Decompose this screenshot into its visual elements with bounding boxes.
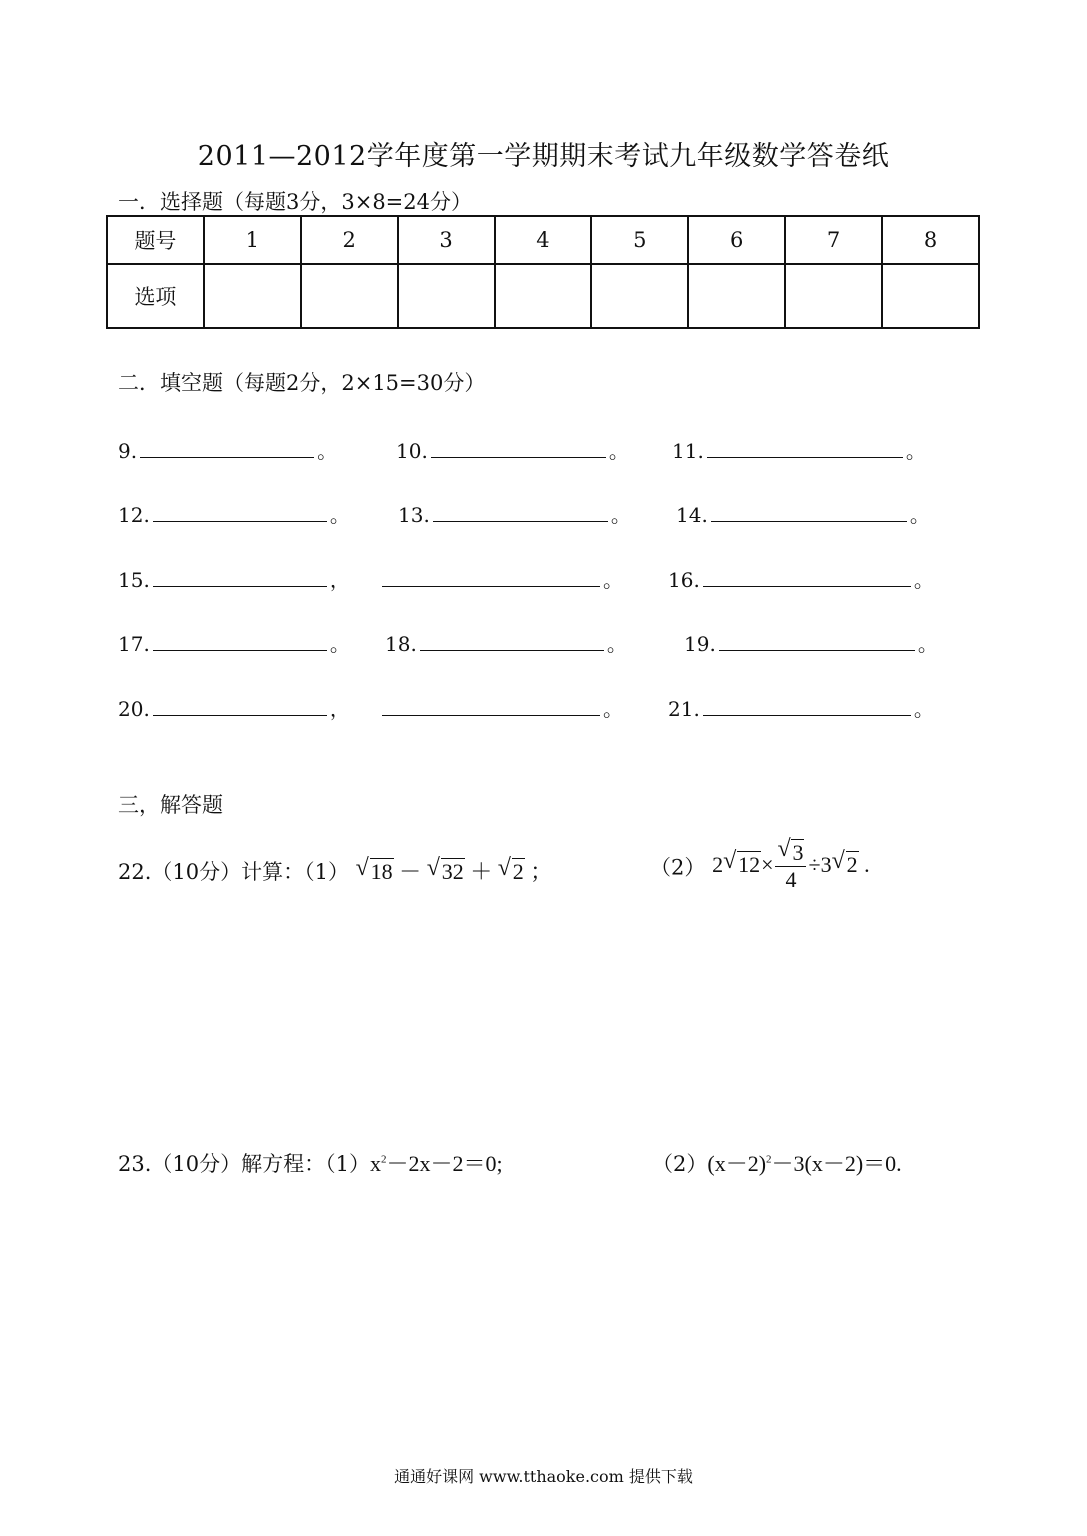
answer-line[interactable]	[153, 501, 327, 522]
blank-number: 16.	[668, 568, 700, 592]
answer-cell[interactable]	[398, 264, 495, 328]
blank-end-mark: 。	[603, 568, 623, 592]
blank-11	[672, 435, 926, 464]
choice-number-row	[107, 216, 979, 264]
sqrt-term: √ 2	[497, 855, 524, 884]
section3-heading: 三，解答题	[118, 793, 223, 817]
answer-line[interactable]	[703, 566, 911, 587]
answer-line[interactable]	[382, 695, 600, 716]
question-number-cell: 8	[882, 216, 979, 264]
answer-line[interactable]	[719, 630, 915, 651]
sqrt-term: √ 12	[723, 847, 761, 877]
answer-cell[interactable]	[688, 264, 785, 328]
answer-line[interactable]	[707, 437, 903, 458]
section2-heading: 二．填空题（每题2分，2×15=30分）	[118, 371, 486, 395]
blank-end-mark: 。	[329, 503, 350, 527]
question-number-cell: 6	[688, 216, 785, 264]
row-label-option: 选项	[107, 264, 204, 328]
blank-12	[118, 499, 350, 528]
blank-17	[118, 628, 350, 657]
blank-21	[668, 693, 934, 722]
answer-line[interactable]	[703, 695, 911, 716]
blank-20-first	[118, 693, 350, 722]
part-label: （2）	[652, 1152, 708, 1176]
blank-10	[396, 435, 629, 464]
answer-line[interactable]	[153, 695, 327, 716]
answer-cell[interactable]	[591, 264, 688, 328]
terminator: .	[864, 851, 870, 877]
answer-line[interactable]	[153, 630, 327, 651]
question-number-cell: 2	[301, 216, 398, 264]
blank-end-mark: 。	[317, 439, 338, 463]
denominator: 4	[785, 867, 797, 892]
answer-line[interactable]	[420, 630, 604, 651]
question-22-prefix: 22.（10分）计算：（1）	[118, 860, 349, 884]
radicand: 2	[512, 859, 524, 884]
question-23-prefix: 23.（10分）解方程：（1）	[118, 1152, 370, 1176]
exponent: 2	[380, 1153, 387, 1166]
page-title: 2011—2012学年度第一学期期末考试九年级数学答卷纸	[197, 141, 890, 172]
choice-answer-table	[106, 215, 980, 329]
blank-end-mark: 。	[610, 503, 631, 527]
blank-19	[684, 628, 938, 657]
row-label-number: 题号	[107, 216, 204, 264]
coefficient: 3	[820, 851, 832, 877]
term: (x－2)	[707, 1151, 767, 1176]
blank-number: 21.	[668, 697, 700, 721]
blank-end-mark: 。	[917, 632, 938, 656]
blank-number: 11.	[672, 439, 704, 463]
answer-cell[interactable]	[495, 264, 592, 328]
answer-cell[interactable]	[301, 264, 398, 328]
radicand: 18	[370, 859, 393, 884]
blank-end-mark: ，	[329, 697, 350, 721]
blank-number: 19.	[684, 632, 716, 656]
blank-end-mark: 。	[909, 503, 930, 527]
answer-line[interactable]	[711, 501, 907, 522]
part-label: （2）	[650, 855, 706, 880]
blank-number: 14.	[676, 503, 708, 527]
answer-line[interactable]	[382, 566, 600, 587]
blank-end-mark: 。	[608, 439, 629, 463]
radicand: 32	[441, 859, 464, 884]
radicand: 2	[846, 851, 858, 877]
blank-number: 10.	[396, 439, 428, 463]
operator: －	[399, 859, 422, 884]
blank-9	[118, 435, 337, 464]
blank-end-mark: 。	[905, 439, 926, 463]
coefficient: 2	[712, 851, 724, 877]
operator: ＋	[470, 859, 493, 884]
answer-cell[interactable]	[785, 264, 882, 328]
fraction	[775, 836, 806, 893]
question-23-part2	[652, 1147, 902, 1178]
question-23	[118, 1147, 503, 1178]
answer-line[interactable]	[140, 437, 314, 458]
answer-line[interactable]	[433, 501, 608, 522]
operator: ×	[761, 851, 774, 877]
blank-number: 17.	[118, 632, 150, 656]
blank-number: 12.	[118, 503, 150, 527]
sqrt-term: √ 3	[777, 836, 804, 865]
blank-end-mark: 。	[913, 697, 934, 721]
question-22-part2	[650, 836, 870, 893]
question-number-cell: 3	[398, 216, 495, 264]
choice-answer-row	[107, 264, 979, 328]
blank-end-mark: 。	[329, 632, 350, 656]
sqrt-term: √ 18	[355, 855, 393, 884]
question-number-cell: 4	[495, 216, 592, 264]
expression-22-2	[712, 836, 870, 892]
blank-end-mark: 。	[606, 632, 627, 656]
footer-source: 通通好课网 www.tthaoke.com 提供下载	[394, 1467, 693, 1486]
blank-number: 15.	[118, 568, 150, 592]
terminator: ；	[530, 859, 553, 884]
blank-number: 20.	[118, 697, 150, 721]
section1-heading: 一．选择题（每题3分，3×8=24分）	[118, 190, 472, 214]
answer-line[interactable]	[153, 566, 327, 587]
blank-end-mark: 。	[913, 568, 934, 592]
operator: ÷	[808, 851, 821, 877]
sqrt-term: √ 32	[426, 855, 464, 884]
blank-number: 18.	[385, 632, 417, 656]
equation-23-2	[707, 1151, 901, 1176]
question-22	[118, 855, 552, 886]
sqrt-term: √ 2	[831, 847, 858, 877]
equation-23-1	[370, 1151, 503, 1176]
blank-14	[676, 499, 930, 528]
blank-20-second	[382, 693, 623, 722]
blank-15-first	[118, 564, 350, 593]
answer-cell[interactable]	[882, 264, 979, 328]
answer-line[interactable]	[431, 437, 606, 458]
blank-15-second	[382, 564, 623, 593]
radicand: 12	[738, 851, 761, 877]
question-number-cell: 7	[785, 216, 882, 264]
blank-18	[385, 628, 627, 657]
equation-rest: －3(x－2)＝0.	[771, 1151, 902, 1176]
blank-number: 13.	[398, 503, 430, 527]
blank-13	[398, 499, 631, 528]
blank-number: 9.	[118, 439, 138, 463]
exponent: 2	[766, 1153, 772, 1166]
equation-rest: －2x－2＝0;	[386, 1151, 503, 1176]
radicand: 3	[792, 840, 804, 865]
blank-end-mark: ，	[329, 568, 350, 592]
answer-cell[interactable]	[204, 264, 301, 328]
expression-22-1	[355, 855, 553, 884]
question-number-cell: 5	[591, 216, 688, 264]
question-number-cell: 1	[204, 216, 301, 264]
blank-end-mark: 。	[603, 697, 623, 721]
variable: x	[369, 1151, 381, 1176]
blank-16	[668, 564, 934, 593]
